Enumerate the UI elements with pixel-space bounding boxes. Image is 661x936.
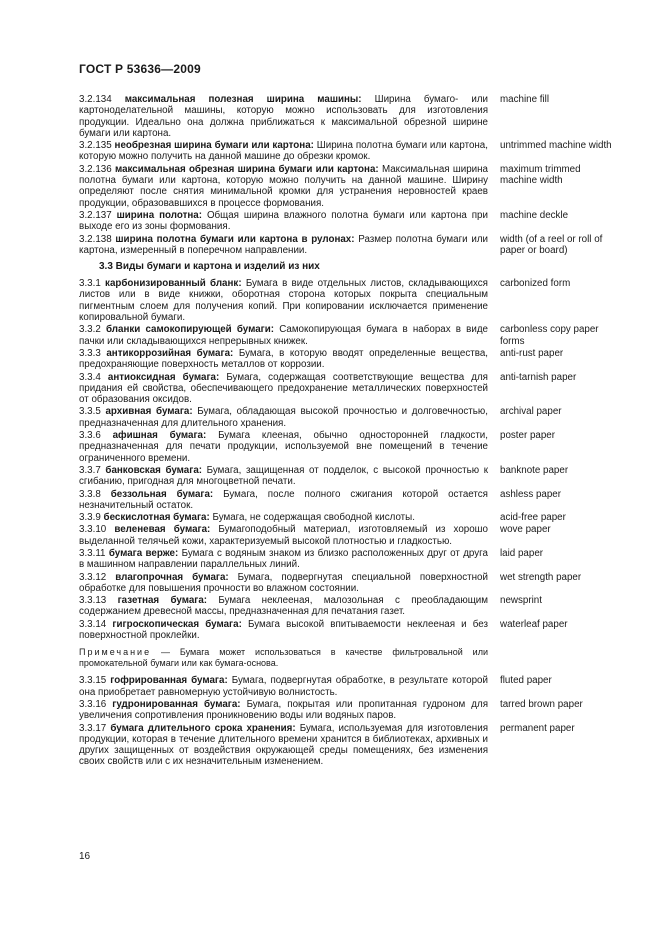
term-definition-ru bbox=[79, 512, 488, 523]
term-english-equivalent: anti-rust paper bbox=[500, 347, 564, 359]
term-number: 3.3.17 bbox=[79, 722, 107, 734]
term-definition-text: Бумага клееная, обычно односторонней гладкости, предназначенная для печати продукции, используемой вне помещений в течение ограниченного времени. bbox=[79, 430, 488, 464]
terms-group-machine-width bbox=[79, 94, 620, 256]
term-number: 3.3.5 bbox=[79, 406, 101, 418]
term-english-equivalent: ashless paper bbox=[500, 488, 561, 500]
term-definition-text: Бумага, содержащая соответствующие вещества для придания ей свойства, обеспечивающего предохранение металлических поверхностей от образования оксидов. bbox=[79, 371, 488, 406]
term-number: 3.3.13 bbox=[79, 595, 107, 607]
term-name: бумага верже: bbox=[108, 547, 179, 559]
term-number: 3.3.11 bbox=[79, 547, 106, 559]
term-definition-text: Бумага, защищенная от подделок, с высокой прочностью к сгибанию, пригодная для многоцветной печати. bbox=[79, 464, 488, 488]
term-entry bbox=[79, 140, 620, 163]
term-name: гудронированная бумага: bbox=[112, 698, 241, 710]
term-definition-text: Бумага, в которую вводят определенные вещества, предохраняющие поверхность металлов от коррозии. bbox=[79, 347, 488, 371]
term-entry bbox=[79, 699, 620, 722]
term-definition-ru bbox=[79, 324, 488, 347]
term-definition-text: Самокопирующая бумага в наборах в виде пачки или складывающихся непрерывных книжек. bbox=[79, 324, 488, 347]
term-definition-ru bbox=[79, 278, 488, 323]
term-english-equivalent: maximum trimmed machine width bbox=[500, 163, 581, 187]
term-name: карбонизированный бланк: bbox=[105, 278, 242, 290]
term-name: антикоррозийная бумага: bbox=[106, 347, 234, 359]
term-name: ширина полотна бумаги или картона в рулонах: bbox=[115, 233, 355, 245]
term-english-equivalent: waterleaf paper bbox=[500, 618, 568, 630]
term-definition-ru bbox=[79, 430, 488, 464]
document-header: ГОСТ Р 53636—2009 bbox=[79, 62, 201, 76]
term-name: ширина полотна: bbox=[116, 209, 203, 221]
term-number: 3.3.15 bbox=[79, 675, 107, 687]
note bbox=[79, 647, 488, 669]
term-english-equivalent: machine deckle bbox=[500, 209, 569, 221]
term-name: гигроскопическая бумага: bbox=[112, 618, 242, 630]
term-number: 3.3.8 bbox=[79, 488, 101, 500]
term-definition-ru bbox=[79, 572, 488, 595]
term-definition-text: Бумага, используемая для изготовления продукции, которая в течение длительного времени хранится в библиотеках, архивных и других защищенных от воздействия окружающей среды помещениях, без изменения своих свойств или с их незначительным изменением. bbox=[79, 722, 488, 768]
term-definition-text: Бумага, покрытая или пропитанная гудроном для увеличения сопротивления проникновению воды или водяных паров. bbox=[79, 698, 488, 722]
term-definition-ru bbox=[79, 465, 488, 488]
term-english-equivalent: anti-tarnish paper bbox=[500, 371, 577, 383]
page-number: 16 bbox=[79, 851, 91, 862]
term-english-equivalent: archival paper bbox=[500, 406, 562, 418]
term-definition-ru bbox=[79, 675, 488, 698]
term-entry bbox=[79, 572, 620, 595]
term-number: 3.2.137 bbox=[79, 209, 112, 221]
term-entry bbox=[79, 548, 620, 571]
term-definition-text: Ширина бумаго- или картоноделательной машины, которую можно использовать для изготовления продукции. Идеально она должна приближаться к максимальной обрезной ширине бумаги или картона. bbox=[79, 94, 489, 139]
term-definition-text: Ширина полотна бумаги или картона, которую можно получить на данной машине до обрезки кромок. bbox=[79, 140, 488, 163]
term-definition-ru bbox=[79, 699, 488, 722]
term-entry bbox=[79, 512, 620, 523]
term-number: 3.3.7 bbox=[79, 464, 101, 476]
term-entry bbox=[79, 234, 620, 257]
term-entry bbox=[79, 94, 620, 139]
term-name: архивная бумага: bbox=[105, 406, 193, 418]
term-name: бумага длительного срока хранения: bbox=[110, 722, 296, 734]
term-number: 3.3.10 bbox=[79, 524, 107, 536]
term-entry bbox=[79, 406, 620, 429]
term-number: 3.3.1 bbox=[79, 278, 101, 290]
term-number: 3.3.14 bbox=[79, 618, 107, 630]
term-english-equivalent: banknote paper bbox=[500, 464, 569, 476]
term-definition-ru bbox=[79, 94, 488, 139]
term-entry bbox=[79, 465, 620, 488]
term-entry bbox=[79, 278, 620, 323]
term-entry bbox=[79, 372, 620, 406]
term-definition-text: Бумага высокой впитываемости неклееная и без поверхностной проклейки. bbox=[79, 618, 488, 642]
term-entry bbox=[79, 348, 620, 371]
section-heading: 3.3 Виды бумаги и картона и изделий из них bbox=[99, 261, 320, 273]
term-name: необрезная ширина бумаги или картона: bbox=[114, 140, 314, 152]
term-definition-ru bbox=[79, 595, 488, 618]
term-definition-text: Бумагоподобный материал, изготовляемый из хорошо выделанной телячьей кожи, характеризуемый высокой плотностью и гладкостью. bbox=[79, 524, 488, 547]
term-english-equivalent: carbonized form bbox=[500, 278, 571, 290]
term-entry bbox=[79, 430, 620, 464]
term-definition-ru bbox=[79, 372, 488, 406]
terms-group-paper-types-continued bbox=[79, 675, 620, 767]
term-definition-text: Бумага с водяным знаком из близко расположенных друг от друга в машинном направлении параллельных линий. bbox=[79, 547, 488, 571]
note-text: — Бумага может использоваться в качестве фильтровальной или промокательной бумаги или как бумага-основа. bbox=[79, 647, 488, 669]
term-definition-ru bbox=[79, 210, 488, 233]
term-definition-ru bbox=[79, 489, 488, 512]
term-name: веленевая бумага: bbox=[114, 524, 211, 536]
term-definition-ru bbox=[79, 406, 488, 429]
term-english-equivalent: newsprint bbox=[500, 595, 542, 607]
term-number: 3.2.135 bbox=[79, 140, 112, 152]
term-number: 3.2.134 bbox=[79, 94, 112, 105]
term-definition-text: Бумага в виде отдельных листов, складывающихся листов или в виде книжки, оборотная сторона которых покрыта специальным пигментным слоем для получения копий. При копировании исключается применение копировальной бумаги. bbox=[79, 278, 488, 324]
term-definition-text: Бумага, подвергнутая специальной поверхностной обработке для повышения прочности во влажном состоянии. bbox=[79, 571, 488, 594]
term-name: влагопрочная бумага: bbox=[115, 571, 229, 583]
term-name: афишная бумага: bbox=[112, 430, 207, 442]
term-english-equivalent: width (of a reel or roll of paper or board) bbox=[500, 233, 603, 256]
note-label: Примечание bbox=[79, 647, 152, 658]
term-definition-ru bbox=[79, 524, 488, 547]
term-definition-text: Бумага, не содержащая свободной кислоты. bbox=[212, 512, 415, 524]
term-definition-text: Бумага, подвергнутая обработке, в результате которой она приобретает равномерную устойчивую волнистость. bbox=[79, 675, 488, 698]
term-definition-ru bbox=[79, 234, 488, 257]
term-name: бескислотная бумага: bbox=[103, 512, 210, 524]
term-number: 3.3.2 bbox=[79, 324, 101, 336]
term-entry bbox=[79, 524, 620, 547]
term-entry bbox=[79, 164, 620, 209]
term-english-equivalent: permanent paper bbox=[500, 722, 575, 734]
term-number: 3.3.12 bbox=[79, 571, 107, 583]
term-entry bbox=[79, 675, 620, 698]
term-english-equivalent: poster paper bbox=[500, 430, 556, 442]
term-entry bbox=[79, 595, 620, 618]
term-english-equivalent: wove paper bbox=[500, 524, 551, 536]
term-definition-text: Размер полотна бумаги или картона, измеренный в поперечном направлении. bbox=[79, 233, 489, 256]
term-definition-ru bbox=[79, 164, 488, 209]
term-entry bbox=[79, 324, 620, 347]
term-number: 3.3.16 bbox=[79, 698, 107, 710]
term-number: 3.3.9 bbox=[79, 512, 101, 524]
term-entry bbox=[79, 723, 620, 768]
term-definition-text: Общая ширина влажного полотна бумаги или картона при выходе его из зоны формования. bbox=[79, 209, 488, 233]
term-number: 3.3.3 bbox=[79, 347, 101, 359]
term-entry bbox=[79, 619, 620, 642]
term-name: банковская бумага: bbox=[105, 464, 203, 476]
term-english-equivalent: fluted paper bbox=[500, 675, 552, 687]
term-english-equivalent: wet strength paper bbox=[500, 571, 582, 583]
term-name: максимальная полезная ширина машины: bbox=[124, 94, 362, 105]
term-name: беззольная бумага: bbox=[110, 488, 214, 500]
term-definition-ru bbox=[79, 140, 488, 163]
term-definition-text: Бумага, после полного сжигания которой остается незначительный остаток. bbox=[79, 488, 488, 511]
term-english-equivalent: tarred brown paper bbox=[500, 698, 583, 710]
term-english-equivalent: carbonless copy paper forms bbox=[500, 324, 599, 347]
term-name: бланки самокопирующей бумаги: bbox=[105, 324, 275, 336]
term-definition-text: Бумага, обладающая высокой прочностью и долговечностью, предназначенная для длительного хранения. bbox=[79, 406, 488, 429]
term-definition-text: Бумага неклееная, малозольная с преобладающим содержанием древесной массы, предназначенная для печатания газет. bbox=[79, 595, 488, 618]
term-definition-text: Максимальная ширина полотна бумаги или картона, которую можно получить на данной машине. Ширину определяют после снятия минимальной кромки для устранения неровностей краев продукции, образовавшихся в процессе формования. bbox=[79, 163, 488, 209]
term-definition-ru bbox=[79, 548, 488, 571]
term-name: антиоксидная бумага: bbox=[107, 371, 220, 383]
term-definition-ru bbox=[79, 348, 488, 371]
term-definition-ru bbox=[79, 619, 488, 642]
term-english-equivalent: machine fill bbox=[500, 94, 550, 105]
term-number: 3.3.4 bbox=[79, 371, 101, 383]
term-entry bbox=[79, 489, 620, 512]
term-number: 3.3.6 bbox=[79, 430, 101, 442]
term-english-equivalent: acid-free paper bbox=[500, 512, 566, 524]
document-body bbox=[79, 94, 620, 768]
term-name: газетная бумага: bbox=[117, 595, 208, 607]
term-english-equivalent: laid paper bbox=[500, 547, 544, 559]
term-number: 3.2.136 bbox=[79, 163, 112, 175]
terms-group-paper-types bbox=[79, 278, 620, 641]
term-definition-ru bbox=[79, 723, 488, 768]
term-name: гофрированная бумага: bbox=[110, 675, 228, 687]
term-english-equivalent: untrimmed machine width bbox=[500, 140, 612, 152]
term-name: максимальная обрезная ширина бумаги или картона: bbox=[114, 163, 379, 175]
term-number: 3.2.138 bbox=[79, 233, 112, 245]
term-entry bbox=[79, 210, 620, 233]
